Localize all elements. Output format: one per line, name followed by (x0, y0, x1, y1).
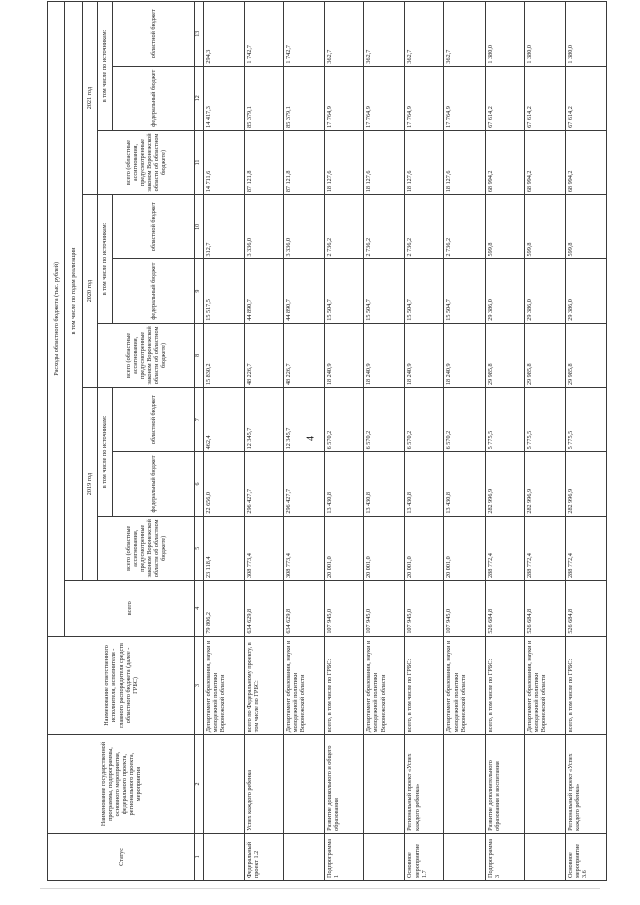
row-value: 17 764,9 (444, 66, 485, 130)
header-executor: Наименование ответственного исполнителя, исполнителя - главного распорядителя средств областного бюджета (далее - ГРБС) (48, 636, 195, 735)
header-by-sources: в том числе по источникам: (97, 2, 112, 131)
row-executor: Департамент образования, науки и молодежной политики Воронежской области (364, 636, 405, 735)
row-value: 13 430,8 (444, 452, 485, 516)
row-value: 13 430,8 (405, 452, 444, 516)
row-executor: Департамент образования, науки и молодежной политики Воронежской области (524, 636, 565, 735)
header-program-name: Наименование государственной программы, подпрограммы, основного мероприятия, федерального проекта, регионального проекта, мероприятия (48, 735, 195, 834)
table-row (325, 2, 364, 881)
row-name: Региональный проект «Успех каждого ребенка» (405, 735, 444, 834)
row-value: 2 736,2 (444, 195, 485, 259)
header-year-total: всего (областные ассигнования, предусмотренные законом Воронежской области об областном бюджете) (97, 130, 194, 194)
row-value: 2 736,2 (364, 195, 405, 259)
row-name: Развитие дополнительного образования и воспитания (485, 735, 524, 834)
row-value: 634 629,8 (284, 580, 325, 636)
row-value: 6 570,2 (364, 388, 405, 452)
row-value: 5 775,5 (524, 388, 565, 452)
table-body (204, 2, 607, 881)
row-value: 85 379,1 (245, 66, 284, 130)
row-value: 18 240,9 (364, 323, 405, 387)
row-status (364, 833, 405, 880)
row-value: 312,7 (204, 195, 245, 259)
row-value: 20 001,0 (364, 516, 405, 580)
row-status: Федеральный проект 1.2 (245, 833, 284, 880)
table-row (405, 2, 444, 881)
row-value: 48 226,7 (245, 323, 284, 387)
row-value: 526 684,8 (485, 580, 524, 636)
row-value: 68 994,2 (485, 130, 524, 194)
row-value: 288 772,4 (565, 516, 606, 580)
row-status (444, 833, 485, 880)
row-value: 296 427,7 (245, 452, 284, 516)
row-value: 107 945,0 (444, 580, 485, 636)
header-year-total: всего (областные ассигнования, предусмотренные законом Воронежской области об областном бюджете) (97, 516, 194, 580)
row-value: 18 127,6 (325, 130, 364, 194)
row-value: 282 996,9 (565, 452, 606, 516)
row-value: 362,7 (444, 2, 485, 67)
header-federal: федеральный бюджет (112, 259, 194, 323)
column-number: 13 (195, 2, 204, 67)
row-name (204, 735, 245, 834)
row-value: 107 945,0 (364, 580, 405, 636)
column-number: 3 (195, 636, 204, 735)
column-number: 11 (195, 130, 204, 194)
row-value: 87 121,8 (245, 130, 284, 194)
row-name (524, 735, 565, 834)
row-name (364, 735, 405, 834)
header-year-total: всего (областные ассигнования, предусмотренные законом Воронежской области об областном бюджете) (97, 323, 194, 387)
row-name: Развитие дошкольного и общего образования (325, 735, 364, 834)
row-value: 296 427,7 (284, 452, 325, 516)
header-federal: федеральный бюджет (112, 452, 194, 516)
row-value: 48 226,7 (284, 323, 325, 387)
column-number: 7 (195, 388, 204, 452)
table-row (204, 2, 245, 881)
row-value: 67 614,2 (485, 66, 524, 130)
row-executor: всего, в том числе по ГРБС: (325, 636, 364, 735)
row-value: 288 772,4 (524, 516, 565, 580)
row-value: 13 430,8 (364, 452, 405, 516)
row-value: 2 736,2 (405, 195, 444, 259)
row-value: 29 386,0 (565, 259, 606, 323)
row-value: 15 830,2 (204, 323, 245, 387)
row-status: Подпрограмма 3 (485, 833, 524, 880)
row-name: Успех каждого ребенка (245, 735, 284, 834)
row-value: 12 345,7 (245, 388, 284, 452)
row-value: 18 127,6 (405, 130, 444, 194)
row-value: 22 656,0 (204, 452, 245, 516)
row-status: Основное мероприятие 1.7 (405, 833, 444, 880)
row-value: 634 629,8 (245, 580, 284, 636)
row-value: 29 386,0 (485, 259, 524, 323)
row-status (524, 833, 565, 880)
row-value: 20 001,0 (325, 516, 364, 580)
row-value: 6 570,2 (325, 388, 364, 452)
header-by-sources: в том числе по источникам: (97, 388, 112, 517)
header-year-2019: 2019 год (82, 388, 97, 581)
row-value: 68 994,2 (565, 130, 606, 194)
row-value: 20 001,0 (444, 516, 485, 580)
row-value: 13 430,8 (325, 452, 364, 516)
row-name: Региональный проект «Успех каждого ребенка» (565, 735, 606, 834)
table-row (245, 2, 284, 881)
row-value: 87 121,8 (284, 130, 325, 194)
row-value: 308 773,4 (284, 516, 325, 580)
row-value: 18 127,6 (444, 130, 485, 194)
row-name (444, 735, 485, 834)
row-value: 12 345,7 (284, 388, 325, 452)
row-status (284, 833, 325, 880)
header-regional: областной бюджет (112, 388, 194, 452)
row-executor: всего, в том числе по ГРБС: (565, 636, 606, 735)
row-value: 23 118,4 (204, 516, 245, 580)
row-value: 599,8 (485, 195, 524, 259)
header-federal: федеральный бюджет (112, 66, 194, 130)
table-row (485, 2, 524, 881)
row-value: 6 570,2 (405, 388, 444, 452)
row-status: Основное мероприятие 3.6 (565, 833, 606, 880)
row-value: 29 985,8 (524, 323, 565, 387)
column-number: 2 (195, 735, 204, 834)
column-number: 1 (195, 833, 204, 880)
row-value: 526 684,8 (565, 580, 606, 636)
row-value: 6 570,2 (444, 388, 485, 452)
row-status: Подпрограмма 1 (325, 833, 364, 880)
row-value: 599,8 (565, 195, 606, 259)
row-value: 107 945,0 (405, 580, 444, 636)
row-value: 1 380,0 (485, 2, 524, 67)
scan-edge-line (40, 888, 600, 889)
column-number: 5 (195, 516, 204, 580)
row-value: 15 504,7 (325, 259, 364, 323)
row-value: 18 240,9 (444, 323, 485, 387)
column-number: 10 (195, 195, 204, 259)
row-value: 85 379,1 (284, 66, 325, 130)
row-value: 29 386,0 (524, 259, 565, 323)
row-executor: всего по Федеральному проекту, в том числе по ГРБС: (245, 636, 284, 735)
row-value: 3 336,0 (245, 195, 284, 259)
column-number: 6 (195, 452, 204, 516)
row-value: 5 775,5 (485, 388, 524, 452)
row-status (204, 833, 245, 880)
row-value: 599,8 (524, 195, 565, 259)
row-value: 14 711,6 (204, 130, 245, 194)
row-value: 15 504,7 (444, 259, 485, 323)
row-value: 526 684,8 (524, 580, 565, 636)
header-year-2020: 2020 год (82, 195, 97, 388)
table-row (364, 2, 405, 881)
row-value: 44 890,7 (284, 259, 325, 323)
row-value: 362,7 (325, 2, 364, 67)
column-number-row (195, 2, 204, 881)
row-executor: всего, в том числе по ГРБС: (485, 636, 524, 735)
row-value: 20 001,0 (405, 516, 444, 580)
row-value: 68 994,2 (524, 130, 565, 194)
header-year-2021: 2021 год (82, 2, 97, 195)
row-value: 15 504,7 (405, 259, 444, 323)
expenses-table (47, 1, 607, 881)
row-executor: Департамент образования, науки и молодежной политики Воронежской области (444, 636, 485, 735)
row-value: 17 764,9 (405, 66, 444, 130)
row-executor: всего, в том числе по ГРБС: (405, 636, 444, 735)
header-regional: областной бюджет (112, 195, 194, 259)
row-value: 79 806,2 (204, 580, 245, 636)
row-value: 15 517,5 (204, 259, 245, 323)
header-by-years: в том числе по годам реализации (65, 2, 82, 581)
row-name (284, 735, 325, 834)
row-value: 17 764,9 (364, 66, 405, 130)
row-value: 3 336,0 (284, 195, 325, 259)
row-value: 107 945,0 (325, 580, 364, 636)
row-value: 308 773,4 (245, 516, 284, 580)
row-value: 1 742,7 (284, 2, 325, 67)
page-number: 4 (305, 436, 317, 441)
table-row (284, 2, 325, 881)
row-value: 18 127,6 (364, 130, 405, 194)
header-by-sources: в том числе по источникам: (97, 195, 112, 324)
row-value: 29 985,8 (485, 323, 524, 387)
row-value: 15 504,7 (364, 259, 405, 323)
header-expenses-title: Расходы областного бюджета (тыс. рублей) (48, 2, 65, 637)
row-value: 1 380,0 (524, 2, 565, 67)
row-value: 18 240,9 (325, 323, 364, 387)
row-value: 17 764,9 (325, 66, 364, 130)
row-value: 67 614,2 (565, 66, 606, 130)
row-value: 462,4 (204, 388, 245, 452)
column-number: 8 (195, 323, 204, 387)
row-value: 44 890,7 (245, 259, 284, 323)
row-value: 282 996,9 (524, 452, 565, 516)
row-value: 362,7 (405, 2, 444, 67)
row-value: 362,7 (364, 2, 405, 67)
header-status: Статус (48, 833, 195, 880)
row-value: 5 775,5 (565, 388, 606, 452)
rotated-page (47, 1, 607, 881)
column-number: 12 (195, 66, 204, 130)
row-value: 1 380,0 (565, 2, 606, 67)
row-executor: Департамент образования, науки и молодежной политики Воронежской области (204, 636, 245, 735)
row-value: 294,3 (204, 2, 245, 67)
table-row (565, 2, 606, 881)
row-executor: Департамент образования, науки и молодежной политики Воронежской области (284, 636, 325, 735)
row-value: 1 742,7 (245, 2, 284, 67)
row-value: 18 240,9 (405, 323, 444, 387)
header-total: всего (65, 580, 195, 636)
row-value: 29 985,8 (565, 323, 606, 387)
row-value: 14 417,3 (204, 66, 245, 130)
table-row (444, 2, 485, 881)
header-regional: областной бюджет (112, 2, 194, 67)
column-number: 9 (195, 259, 204, 323)
row-value: 282 996,9 (485, 452, 524, 516)
row-value: 288 772,4 (485, 516, 524, 580)
column-number: 4 (195, 580, 204, 636)
table-row (524, 2, 565, 881)
row-value: 67 614,2 (524, 66, 565, 130)
row-value: 2 736,2 (325, 195, 364, 259)
